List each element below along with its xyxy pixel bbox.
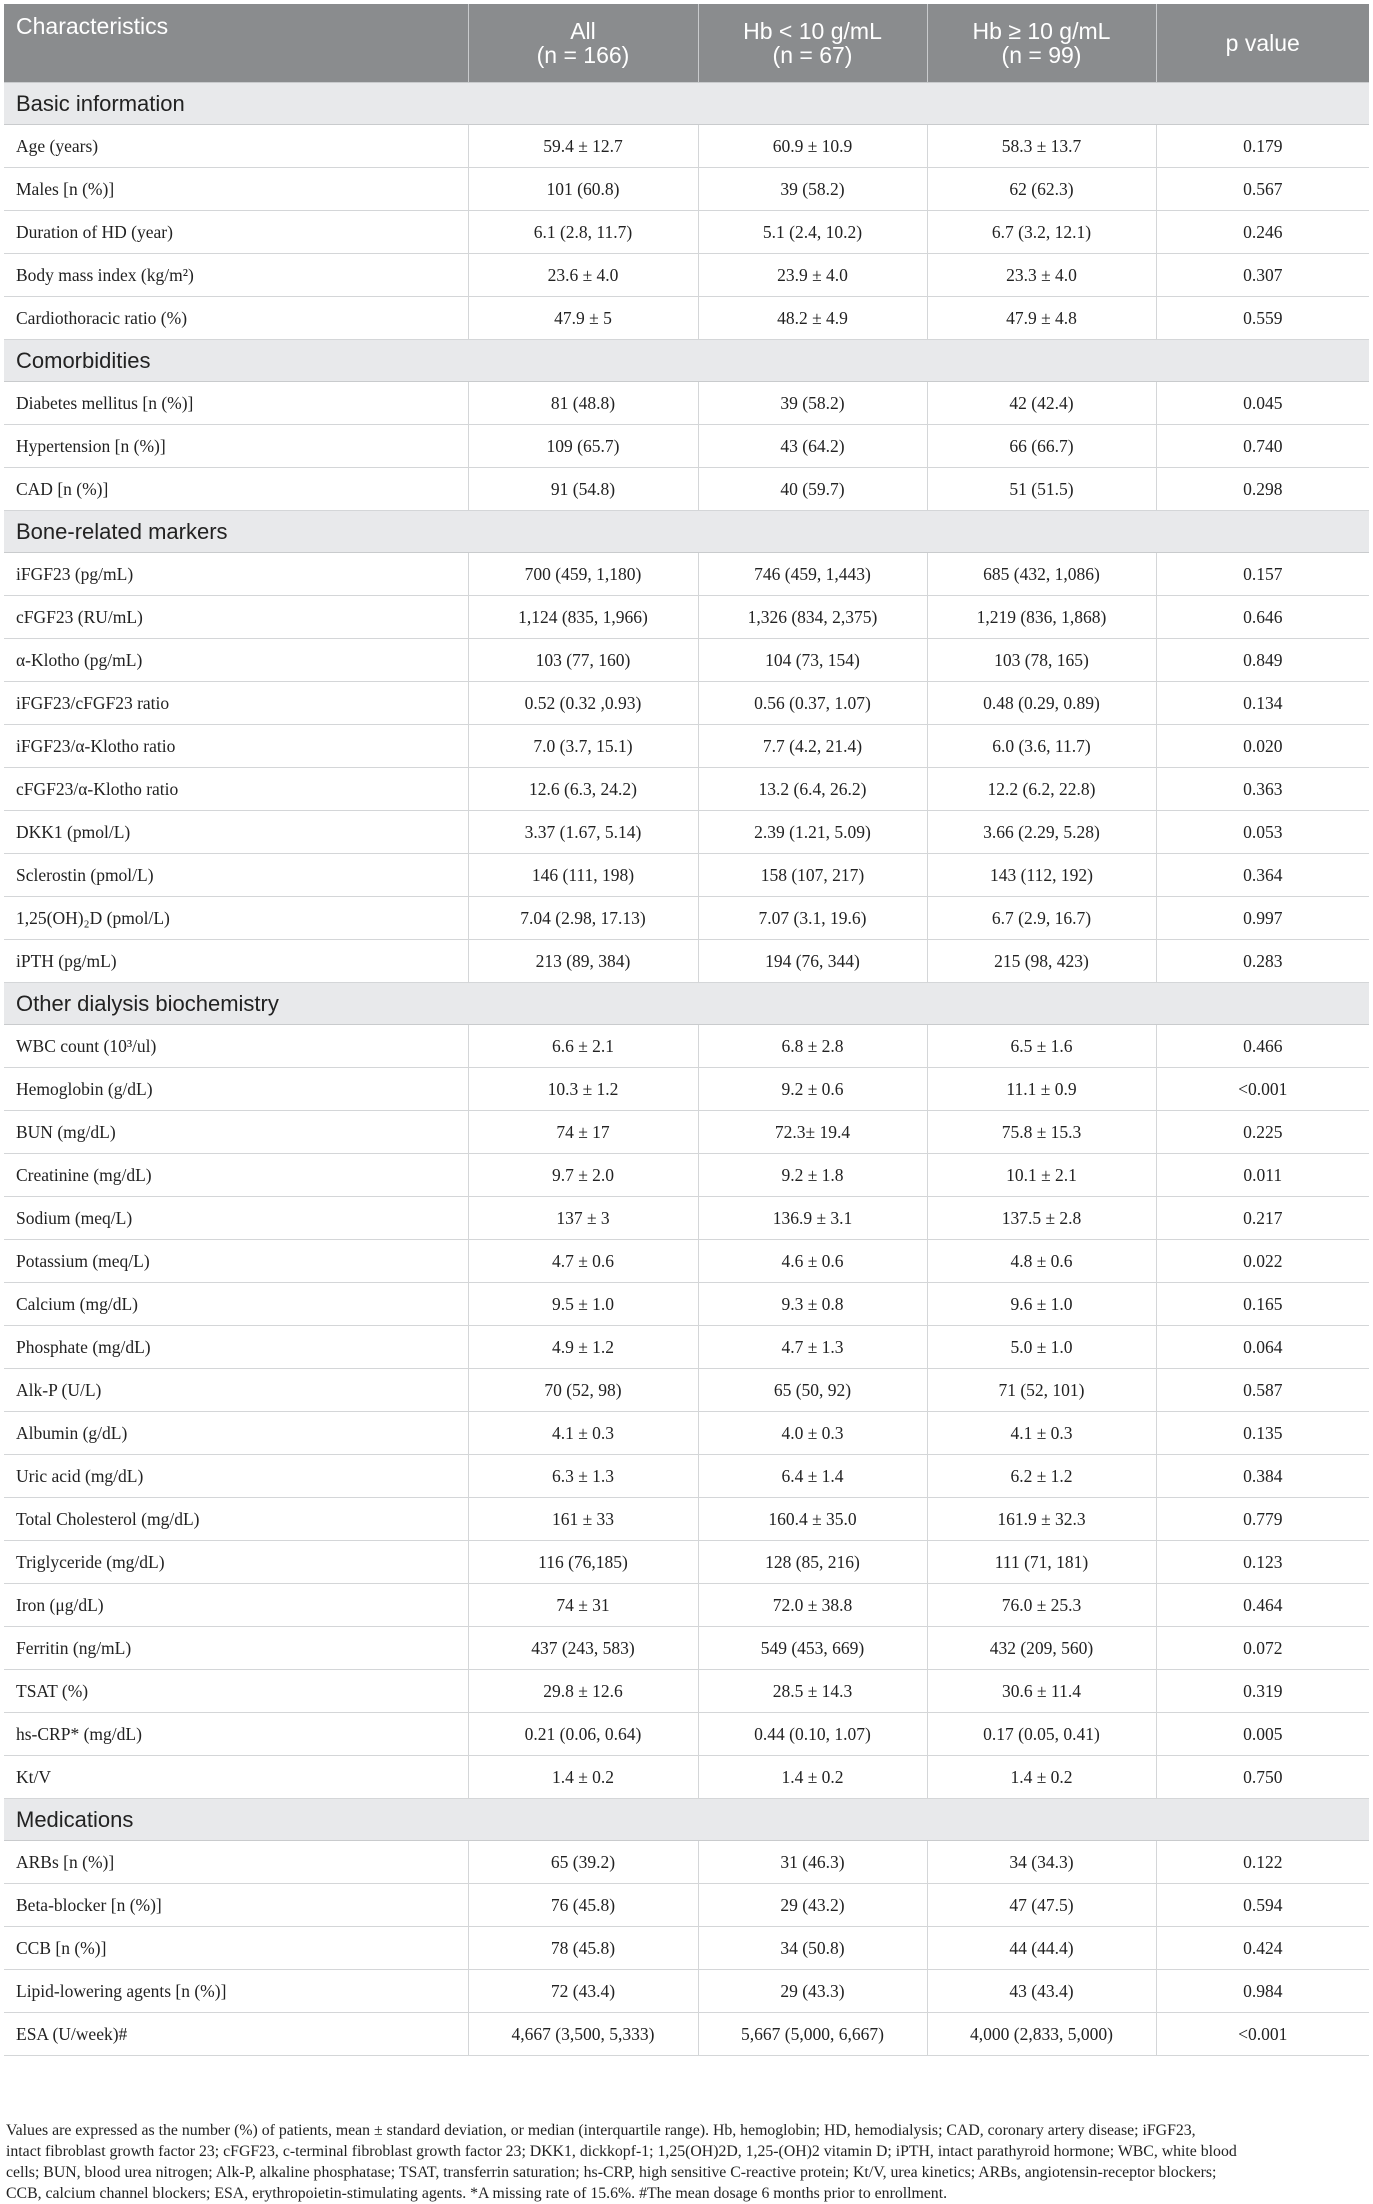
- cell-hb-high: 44 (44.4): [927, 1927, 1156, 1970]
- row-label: TSAT (%): [4, 1670, 468, 1713]
- row-label: Diabetes mellitus [n (%)]: [4, 382, 468, 425]
- cell-p-value: 0.559: [1156, 297, 1369, 340]
- table-row: [4, 553, 1369, 596]
- table-row: [4, 211, 1369, 254]
- cell-all: 101 (60.8): [468, 168, 698, 211]
- row-label: Sodium (meq/L): [4, 1197, 468, 1240]
- characteristics-table: [4, 4, 1369, 2056]
- cell-p-value: 0.123: [1156, 1541, 1369, 1584]
- table-row: [4, 1627, 1369, 1670]
- cell-p-value: 0.134: [1156, 682, 1369, 725]
- cell-all: 7.04 (2.98, 17.13): [468, 897, 698, 940]
- footnote-line: CCB, calcium channel blockers; ESA, erythropoietin-stimulating agents. *A missing rate of 15.6%. #The mean dosage 6 months prior to enrollment.: [6, 2185, 948, 2202]
- cell-hb-low: 7.07 (3.1, 19.6): [698, 897, 927, 940]
- cell-hb-low: 746 (459, 1,443): [698, 553, 927, 596]
- cell-hb-high: 66 (66.7): [927, 425, 1156, 468]
- cell-p-value: 0.122: [1156, 1841, 1369, 1884]
- row-label: iFGF23 (pg/mL): [4, 553, 468, 596]
- table-row: [4, 468, 1369, 511]
- cell-hb-low: 31 (46.3): [698, 1841, 927, 1884]
- row-label: Age (years): [4, 125, 468, 168]
- cell-p-value: 0.157: [1156, 553, 1369, 596]
- row-label: Lipid-lowering agents [n (%)]: [4, 1970, 468, 2013]
- cell-all: 6.6 ± 2.1: [468, 1025, 698, 1068]
- cell-all: 146 (111, 198): [468, 854, 698, 897]
- header-all: All (n = 166): [468, 4, 698, 83]
- cell-hb-low: 72.3± 19.4: [698, 1111, 927, 1154]
- cell-hb-high: 10.1 ± 2.1: [927, 1154, 1156, 1197]
- cell-hb-low: 9.2 ± 0.6: [698, 1068, 927, 1111]
- row-label: CCB [n (%)]: [4, 1927, 468, 1970]
- section-title: Comorbidities: [4, 340, 1369, 382]
- section-header-row: [4, 511, 1369, 553]
- table-row: [4, 1841, 1369, 1884]
- cell-hb-low: 6.4 ± 1.4: [698, 1455, 927, 1498]
- section-header-row: [4, 983, 1369, 1025]
- section-header-row: [4, 340, 1369, 382]
- cell-hb-high: 143 (112, 192): [927, 854, 1156, 897]
- cell-all: 23.6 ± 4.0: [468, 254, 698, 297]
- cell-hb-low: 1,326 (834, 2,375): [698, 596, 927, 639]
- table-body: [4, 83, 1369, 2056]
- cell-all: 0.21 (0.06, 0.64): [468, 1713, 698, 1756]
- cell-all: 70 (52, 98): [468, 1369, 698, 1412]
- table-row: [4, 125, 1369, 168]
- cell-p-value: 0.587: [1156, 1369, 1369, 1412]
- cell-all: 6.3 ± 1.3: [468, 1455, 698, 1498]
- cell-all: 700 (459, 1,180): [468, 553, 698, 596]
- cell-all: 74 ± 17: [468, 1111, 698, 1154]
- cell-hb-low: 160.4 ± 35.0: [698, 1498, 927, 1541]
- cell-hb-low: 158 (107, 217): [698, 854, 927, 897]
- row-label: BUN (mg/dL): [4, 1111, 468, 1154]
- cell-hb-high: 0.17 (0.05, 0.41): [927, 1713, 1156, 1756]
- cell-hb-high: 0.48 (0.29, 0.89): [927, 682, 1156, 725]
- table-row: [4, 596, 1369, 639]
- cell-hb-low: 128 (85, 216): [698, 1541, 927, 1584]
- table-row: [4, 382, 1369, 425]
- table-row: [4, 1927, 1369, 1970]
- cell-p-value: 0.779: [1156, 1498, 1369, 1541]
- table-footnote: [6, 2120, 1366, 2204]
- row-label: CAD [n (%)]: [4, 468, 468, 511]
- row-label: ESA (U/week)#: [4, 2013, 468, 2056]
- table-row: [4, 768, 1369, 811]
- cell-p-value: 0.005: [1156, 1713, 1369, 1756]
- cell-hb-low: 0.56 (0.37, 1.07): [698, 682, 927, 725]
- cell-hb-high: 62 (62.3): [927, 168, 1156, 211]
- footnote-line: Values are expressed as the number (%) of patients, mean ± standard deviation, or median (interquartile range). Hb, hemoglobin; HD, hemodialysis; CAD, coronary artery disease; iFGF23,: [6, 2122, 1196, 2139]
- cell-hb-high: 215 (98, 423): [927, 940, 1156, 983]
- row-label: Cardiothoracic ratio (%): [4, 297, 468, 340]
- cell-hb-high: 5.0 ± 1.0: [927, 1326, 1156, 1369]
- cell-all: 103 (77, 160): [468, 639, 698, 682]
- cell-hb-low: 7.7 (4.2, 21.4): [698, 725, 927, 768]
- cell-hb-high: 6.7 (3.2, 12.1): [927, 211, 1156, 254]
- row-label: WBC count (10³/ul): [4, 1025, 468, 1068]
- cell-hb-low: 9.2 ± 1.8: [698, 1154, 927, 1197]
- table-row: [4, 682, 1369, 725]
- cell-hb-low: 6.8 ± 2.8: [698, 1025, 927, 1068]
- cell-p-value: 0.020: [1156, 725, 1369, 768]
- cell-hb-high: 6.5 ± 1.6: [927, 1025, 1156, 1068]
- table-row: [4, 1756, 1369, 1799]
- cell-hb-low: 4.6 ± 0.6: [698, 1240, 927, 1283]
- cell-all: 161 ± 33: [468, 1498, 698, 1541]
- table-row: [4, 1111, 1369, 1154]
- table-row: [4, 1154, 1369, 1197]
- table-row: [4, 297, 1369, 340]
- cell-hb-low: 60.9 ± 10.9: [698, 125, 927, 168]
- cell-p-value: 0.225: [1156, 1111, 1369, 1154]
- cell-hb-high: 432 (209, 560): [927, 1627, 1156, 1670]
- row-label: Uric acid (mg/dL): [4, 1455, 468, 1498]
- cell-hb-low: 65 (50, 92): [698, 1369, 927, 1412]
- table-row: [4, 854, 1369, 897]
- row-label: Body mass index (kg/m²): [4, 254, 468, 297]
- cell-hb-high: 1.4 ± 0.2: [927, 1756, 1156, 1799]
- cell-hb-high: 6.7 (2.9, 16.7): [927, 897, 1156, 940]
- section-title: Basic information: [4, 83, 1369, 125]
- cell-hb-high: 47.9 ± 4.8: [927, 297, 1156, 340]
- cell-p-value: <0.001: [1156, 1068, 1369, 1111]
- cell-all: 4.9 ± 1.2: [468, 1326, 698, 1369]
- cell-all: 116 (76,185): [468, 1541, 698, 1584]
- cell-p-value: 0.307: [1156, 254, 1369, 297]
- cell-hb-high: 161.9 ± 32.3: [927, 1498, 1156, 1541]
- table-row: [4, 1455, 1369, 1498]
- cell-hb-high: 685 (432, 1,086): [927, 553, 1156, 596]
- table-row: [4, 1283, 1369, 1326]
- cell-p-value: 0.298: [1156, 468, 1369, 511]
- cell-all: 12.6 (6.3, 24.2): [468, 768, 698, 811]
- row-label: Beta-blocker [n (%)]: [4, 1884, 468, 1927]
- cell-p-value: 0.997: [1156, 897, 1369, 940]
- cell-hb-low: 48.2 ± 4.9: [698, 297, 927, 340]
- cell-all: 1,124 (835, 1,966): [468, 596, 698, 639]
- cell-all: 213 (89, 384): [468, 940, 698, 983]
- table-row: [4, 425, 1369, 468]
- cell-hb-low: 2.39 (1.21, 5.09): [698, 811, 927, 854]
- cell-hb-high: 43 (43.4): [927, 1970, 1156, 2013]
- cell-hb-high: 4.1 ± 0.3: [927, 1412, 1156, 1455]
- table-row: [4, 168, 1369, 211]
- cell-hb-low: 23.9 ± 4.0: [698, 254, 927, 297]
- cell-all: 81 (48.8): [468, 382, 698, 425]
- cell-all: 72 (43.4): [468, 1970, 698, 2013]
- cell-hb-high: 76.0 ± 25.3: [927, 1584, 1156, 1627]
- cell-hb-high: 71 (52, 101): [927, 1369, 1156, 1412]
- table-row: [4, 639, 1369, 682]
- cell-hb-low: 5.1 (2.4, 10.2): [698, 211, 927, 254]
- cell-all: 76 (45.8): [468, 1884, 698, 1927]
- cell-hb-low: 39 (58.2): [698, 168, 927, 211]
- cell-p-value: 0.053: [1156, 811, 1369, 854]
- cell-hb-high: 111 (71, 181): [927, 1541, 1156, 1584]
- row-label: Ferritin (ng/mL): [4, 1627, 468, 1670]
- section-header-row: [4, 83, 1369, 125]
- row-label: Potassium (meq/L): [4, 1240, 468, 1283]
- cell-all: 6.1 (2.8, 11.7): [468, 211, 698, 254]
- cell-hb-high: 34 (34.3): [927, 1841, 1156, 1884]
- cell-p-value: 0.022: [1156, 1240, 1369, 1283]
- row-label: iPTH (pg/mL): [4, 940, 468, 983]
- row-label: Creatinine (mg/dL): [4, 1154, 468, 1197]
- cell-hb-low: 0.44 (0.10, 1.07): [698, 1713, 927, 1756]
- row-label: Phosphate (mg/dL): [4, 1326, 468, 1369]
- section-title: Other dialysis biochemistry: [4, 983, 1369, 1025]
- cell-hb-low: 43 (64.2): [698, 425, 927, 468]
- cell-hb-high: 4.8 ± 0.6: [927, 1240, 1156, 1283]
- row-label: DKK1 (pmol/L): [4, 811, 468, 854]
- footnote-line: intact fibroblast growth factor 23; cFGF23, c-terminal fibroblast growth factor 23; DKK1, dickkopf-1; 1,25(OH)2D, 1,25-(OH)2 vitamin D; iPTH, intact parathyroid hormone; WBC, white blood: [6, 2143, 1237, 2160]
- cell-hb-low: 5,667 (5,000, 6,667): [698, 2013, 927, 2056]
- cell-p-value: 0.064: [1156, 1326, 1369, 1369]
- cell-p-value: 0.750: [1156, 1756, 1369, 1799]
- cell-hb-high: 103 (78, 165): [927, 639, 1156, 682]
- table-header-row: [4, 4, 1369, 83]
- table-row: [4, 254, 1369, 297]
- table-row: [4, 1884, 1369, 1927]
- section-title: Medications: [4, 1799, 1369, 1841]
- section-title: Bone-related markers: [4, 511, 1369, 553]
- cell-hb-low: 194 (76, 344): [698, 940, 927, 983]
- cell-all: 437 (243, 583): [468, 1627, 698, 1670]
- cell-p-value: 0.740: [1156, 425, 1369, 468]
- row-label: Triglyceride (mg/dL): [4, 1541, 468, 1584]
- cell-p-value: 0.466: [1156, 1025, 1369, 1068]
- table-row: [4, 811, 1369, 854]
- header-hb-low: Hb < 10 g/mL (n = 67): [698, 4, 927, 83]
- row-label: cFGF23/α-Klotho ratio: [4, 768, 468, 811]
- table-row: [4, 1369, 1369, 1412]
- cell-hb-high: 30.6 ± 11.4: [927, 1670, 1156, 1713]
- cell-all: 78 (45.8): [468, 1927, 698, 1970]
- cell-hb-high: 51 (51.5): [927, 468, 1156, 511]
- table-row: [4, 1025, 1369, 1068]
- cell-all: 10.3 ± 1.2: [468, 1068, 698, 1111]
- cell-hb-low: 9.3 ± 0.8: [698, 1283, 927, 1326]
- cell-hb-high: 1,219 (836, 1,868): [927, 596, 1156, 639]
- cell-all: 0.52 (0.32 ,0.93): [468, 682, 698, 725]
- cell-hb-high: 6.2 ± 1.2: [927, 1455, 1156, 1498]
- cell-p-value: 0.319: [1156, 1670, 1369, 1713]
- table-row: [4, 1068, 1369, 1111]
- cell-p-value: <0.001: [1156, 2013, 1369, 2056]
- cell-p-value: 0.011: [1156, 1154, 1369, 1197]
- cell-hb-low: 29 (43.3): [698, 1970, 927, 2013]
- row-label: Kt/V: [4, 1756, 468, 1799]
- cell-p-value: 0.217: [1156, 1197, 1369, 1240]
- row-label: Sclerostin (pmol/L): [4, 854, 468, 897]
- cell-hb-low: 549 (453, 669): [698, 1627, 927, 1670]
- row-label: α-Klotho (pg/mL): [4, 639, 468, 682]
- table-row: [4, 1584, 1369, 1627]
- cell-all: 47.9 ± 5: [468, 297, 698, 340]
- cell-hb-high: 75.8 ± 15.3: [927, 1111, 1156, 1154]
- row-label: Duration of HD (year): [4, 211, 468, 254]
- table-row: [4, 940, 1369, 983]
- cell-hb-low: 28.5 ± 14.3: [698, 1670, 927, 1713]
- header-hb-high: Hb ≥ 10 g/mL (n = 99): [927, 4, 1156, 83]
- table-row: [4, 1412, 1369, 1455]
- table-row: [4, 1326, 1369, 1369]
- row-label: Males [n (%)]: [4, 168, 468, 211]
- cell-hb-low: 4.0 ± 0.3: [698, 1412, 927, 1455]
- cell-hb-high: 11.1 ± 0.9: [927, 1068, 1156, 1111]
- table-row: [4, 1498, 1369, 1541]
- row-label: Iron (μg/dL): [4, 1584, 468, 1627]
- cell-hb-high: 4,000 (2,833, 5,000): [927, 2013, 1156, 2056]
- footnote-line: cells; BUN, blood urea nitrogen; Alk-P, alkaline phosphatase; TSAT, transferrin saturation; hs-CRP, high sensitive C-reactive protein; Kt/V, urea kinetics; ARBs, angiotensin-receptor blockers;: [6, 2164, 1217, 2181]
- row-label: cFGF23 (RU/mL): [4, 596, 468, 639]
- cell-p-value: 0.424: [1156, 1927, 1369, 1970]
- row-label: 1,25(OH)₂D (pmol/L): [4, 897, 468, 940]
- table-row: [4, 725, 1369, 768]
- row-label: Hemoglobin (g/dL): [4, 1068, 468, 1111]
- cell-p-value: 0.045: [1156, 382, 1369, 425]
- table-row: [4, 1670, 1369, 1713]
- cell-p-value: 0.165: [1156, 1283, 1369, 1326]
- cell-p-value: 0.072: [1156, 1627, 1369, 1670]
- cell-hb-low: 104 (73, 154): [698, 639, 927, 682]
- row-label: Alk-P (U/L): [4, 1369, 468, 1412]
- table-row: [4, 1197, 1369, 1240]
- cell-all: 59.4 ± 12.7: [468, 125, 698, 168]
- table-row: [4, 897, 1369, 940]
- cell-hb-low: 13.2 (6.4, 26.2): [698, 768, 927, 811]
- cell-all: 91 (54.8): [468, 468, 698, 511]
- cell-p-value: 0.246: [1156, 211, 1369, 254]
- header-characteristics: Characteristics: [4, 4, 468, 83]
- cell-hb-low: 1.4 ± 0.2: [698, 1756, 927, 1799]
- cell-hb-low: 72.0 ± 38.8: [698, 1584, 927, 1627]
- table-row: [4, 2013, 1369, 2056]
- row-label: Total Cholesterol (mg/dL): [4, 1498, 468, 1541]
- cell-hb-high: 6.0 (3.6, 11.7): [927, 725, 1156, 768]
- cell-all: 4.7 ± 0.6: [468, 1240, 698, 1283]
- cell-all: 74 ± 31: [468, 1584, 698, 1627]
- cell-hb-low: 29 (43.2): [698, 1884, 927, 1927]
- cell-p-value: 0.384: [1156, 1455, 1369, 1498]
- cell-hb-high: 42 (42.4): [927, 382, 1156, 425]
- cell-p-value: 0.364: [1156, 854, 1369, 897]
- cell-all: 109 (65.7): [468, 425, 698, 468]
- cell-p-value: 0.567: [1156, 168, 1369, 211]
- row-label: hs-CRP* (mg/dL): [4, 1713, 468, 1756]
- cell-p-value: 0.464: [1156, 1584, 1369, 1627]
- cell-p-value: 0.984: [1156, 1970, 1369, 2013]
- cell-hb-high: 23.3 ± 4.0: [927, 254, 1156, 297]
- section-header-row: [4, 1799, 1369, 1841]
- cell-hb-high: 47 (47.5): [927, 1884, 1156, 1927]
- cell-all: 9.5 ± 1.0: [468, 1283, 698, 1326]
- cell-p-value: 0.283: [1156, 940, 1369, 983]
- row-label: ARBs [n (%)]: [4, 1841, 468, 1884]
- cell-all: 65 (39.2): [468, 1841, 698, 1884]
- header-p-value: p value: [1156, 4, 1369, 83]
- table-row: [4, 1541, 1369, 1584]
- cell-p-value: 0.363: [1156, 768, 1369, 811]
- row-label: Hypertension [n (%)]: [4, 425, 468, 468]
- cell-hb-high: 9.6 ± 1.0: [927, 1283, 1156, 1326]
- cell-all: 4,667 (3,500, 5,333): [468, 2013, 698, 2056]
- cell-p-value: 0.594: [1156, 1884, 1369, 1927]
- cell-hb-high: 12.2 (6.2, 22.8): [927, 768, 1156, 811]
- cell-all: 7.0 (3.7, 15.1): [468, 725, 698, 768]
- cell-hb-low: 136.9 ± 3.1: [698, 1197, 927, 1240]
- cell-hb-high: 58.3 ± 13.7: [927, 125, 1156, 168]
- row-label: iFGF23/α-Klotho ratio: [4, 725, 468, 768]
- cell-hb-low: 40 (59.7): [698, 468, 927, 511]
- table-container: [4, 4, 1369, 2056]
- cell-all: 9.7 ± 2.0: [468, 1154, 698, 1197]
- cell-hb-high: 137.5 ± 2.8: [927, 1197, 1156, 1240]
- cell-all: 29.8 ± 12.6: [468, 1670, 698, 1713]
- cell-all: 1.4 ± 0.2: [468, 1756, 698, 1799]
- cell-all: 3.37 (1.67, 5.14): [468, 811, 698, 854]
- table-row: [4, 1240, 1369, 1283]
- row-label: Albumin (g/dL): [4, 1412, 468, 1455]
- cell-p-value: 0.849: [1156, 639, 1369, 682]
- cell-hb-low: 4.7 ± 1.3: [698, 1326, 927, 1369]
- cell-hb-low: 34 (50.8): [698, 1927, 927, 1970]
- cell-p-value: 0.646: [1156, 596, 1369, 639]
- table-row: [4, 1713, 1369, 1756]
- row-label: iFGF23/cFGF23 ratio: [4, 682, 468, 725]
- cell-all: 4.1 ± 0.3: [468, 1412, 698, 1455]
- cell-p-value: 0.135: [1156, 1412, 1369, 1455]
- table-row: [4, 1970, 1369, 2013]
- cell-all: 137 ± 3: [468, 1197, 698, 1240]
- cell-hb-high: 3.66 (2.29, 5.28): [927, 811, 1156, 854]
- cell-p-value: 0.179: [1156, 125, 1369, 168]
- row-label: Calcium (mg/dL): [4, 1283, 468, 1326]
- cell-hb-low: 39 (58.2): [698, 382, 927, 425]
